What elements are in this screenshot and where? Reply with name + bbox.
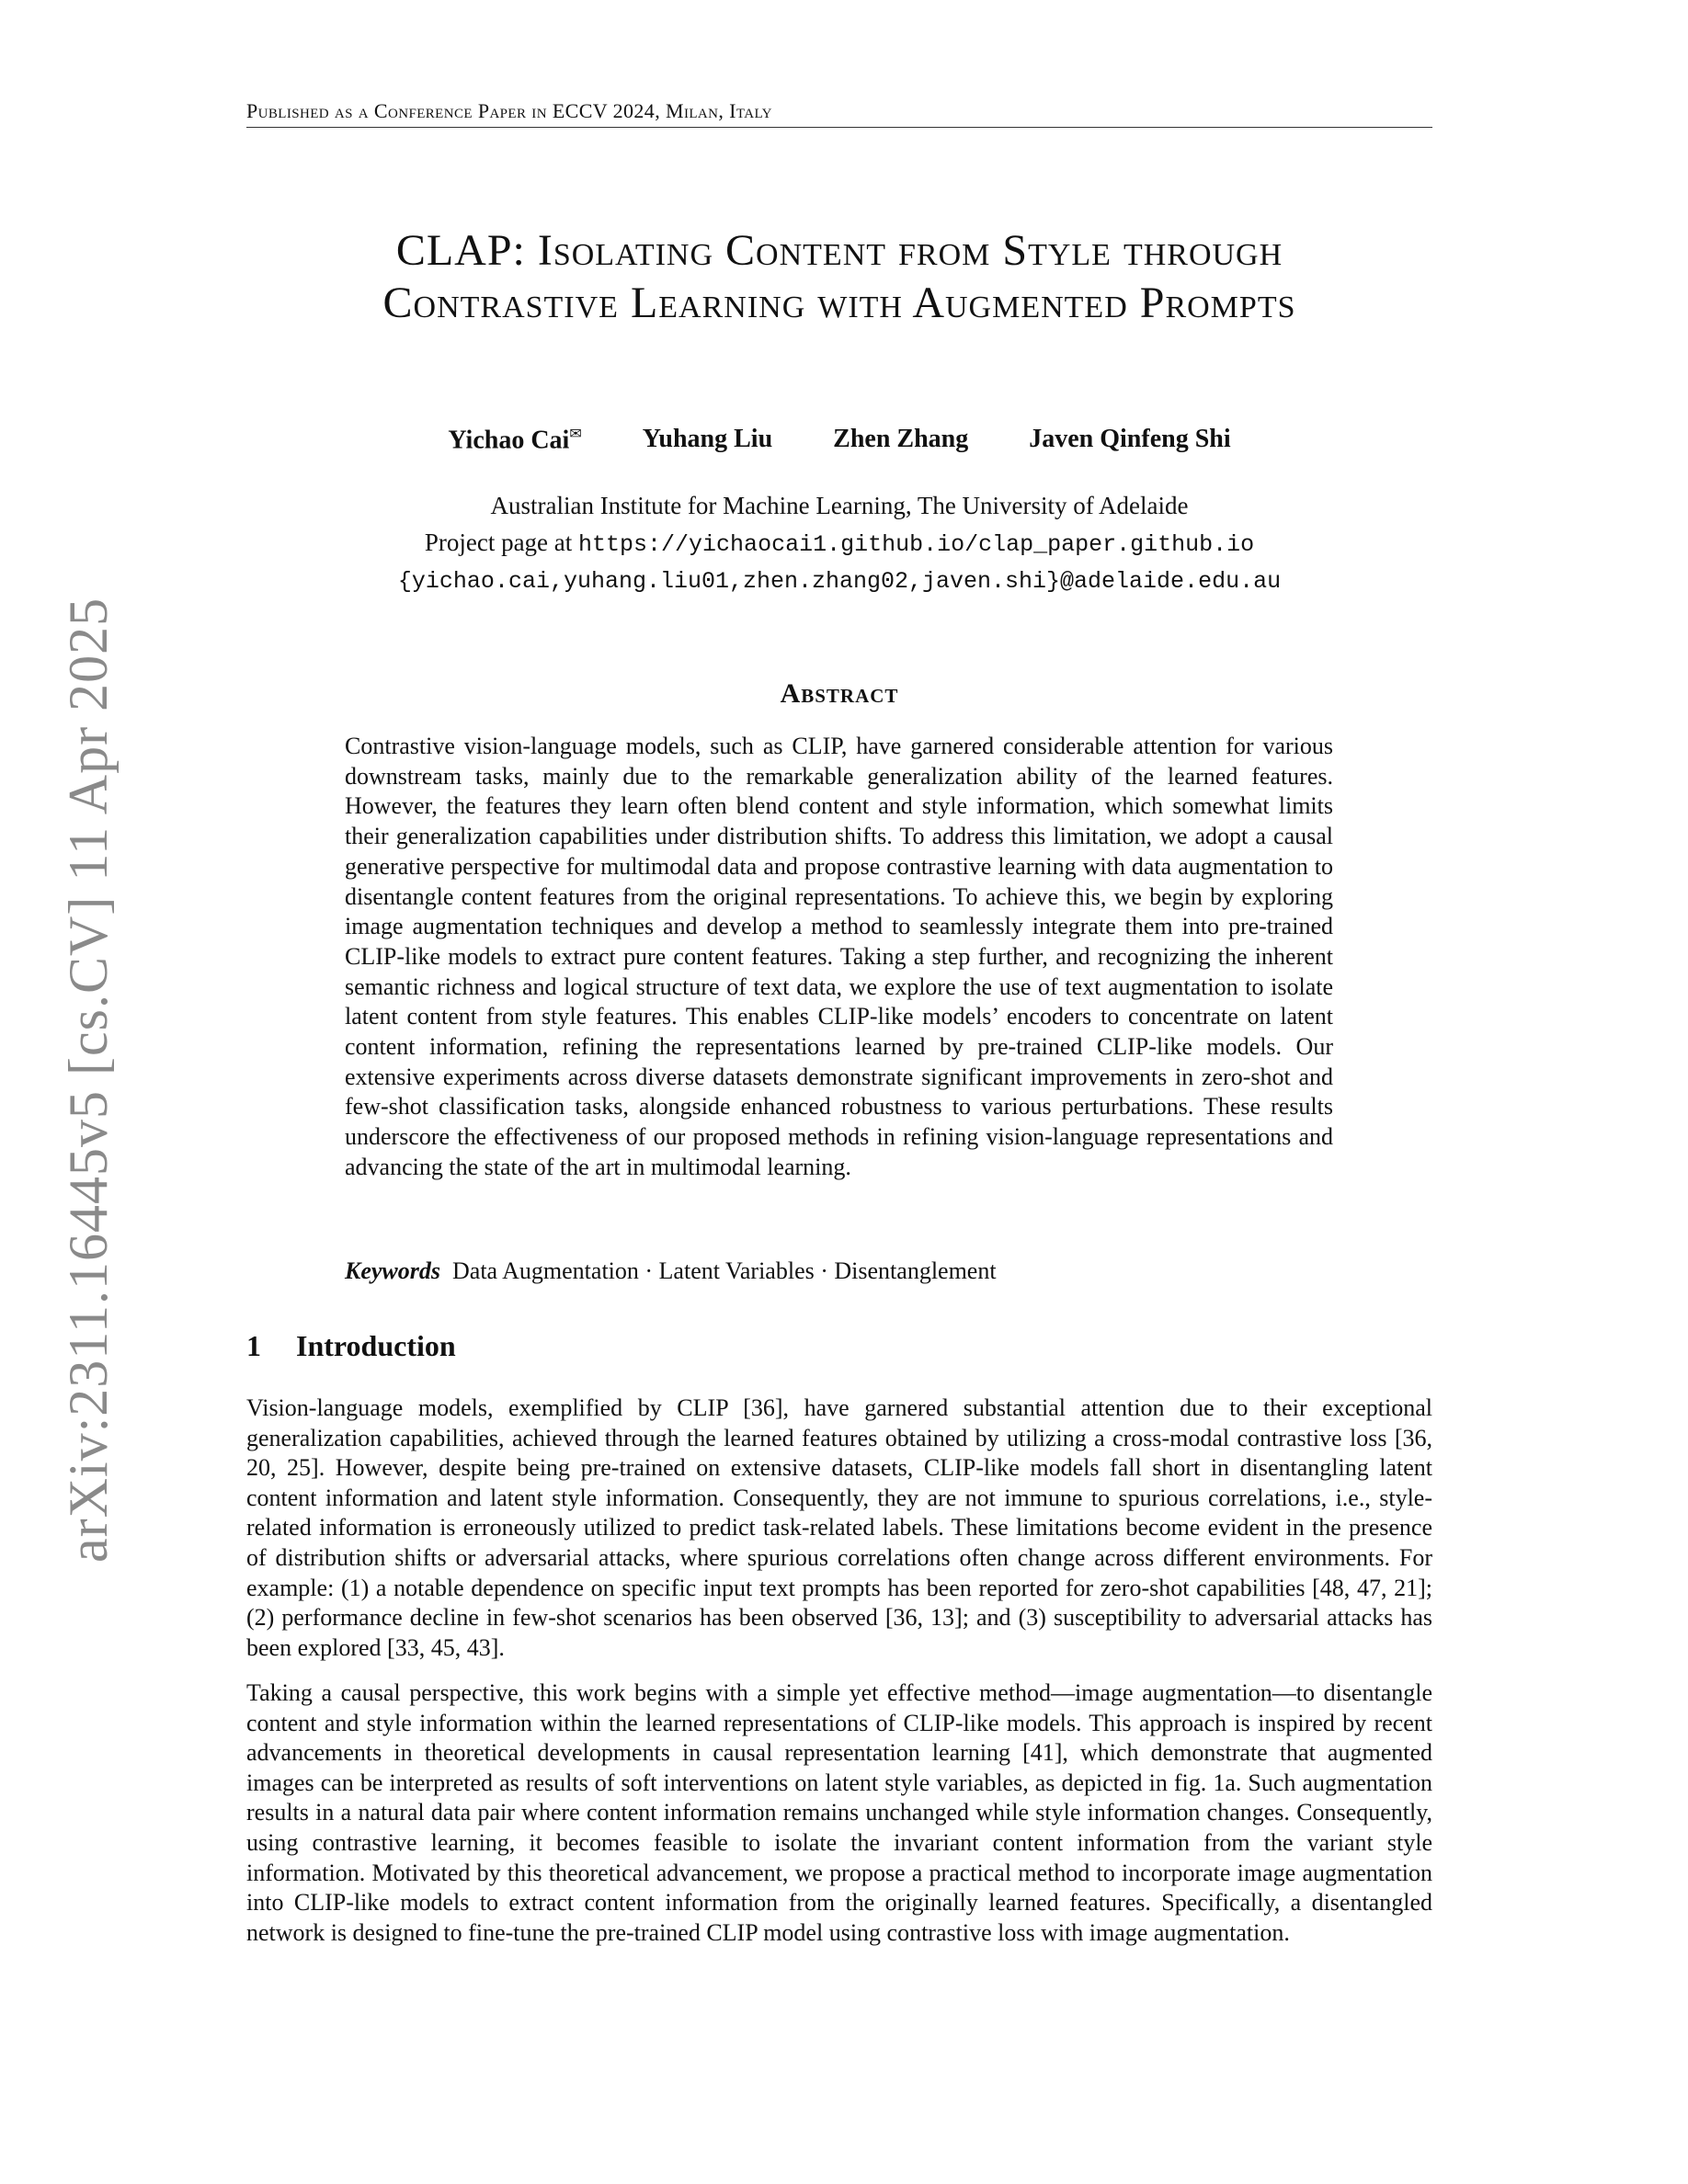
author-name: Javen Qinfeng Shi	[1029, 425, 1231, 453]
arxiv-identifier[interactable]: arXiv:2311.16445v5 [cs.CV] 11 Apr 2025	[58, 597, 119, 1563]
author-name: Yichao Cai✉	[448, 426, 582, 455]
author-emails[interactable]: {yichao.cai,yuhang.liu01,zhen.zhang02,javen.shi}@adelaide.edu.au	[397, 568, 1282, 595]
abstract-body: Contrastive vision-language models, such as CLIP, have garnered considerable attention for various downstream tasks, mainly due to the remarkable generalization ability of the learned features. However, the features they learn often blend content and style information, which somewhat limits their generalization capabilities under distribution shifts. To address this limitation, we adopt a causal generative perspective for multimodal data and propose contrastive learning with data augmentation to disentangle content features from the original representations. To achieve this, we begin by exploring image augmentation techniques and develop a method to seamlessly integrate them into pre-trained CLIP-like models to extract pure content features. Taking a step further, and recognizing the inherent semantic richness and logical structure of text data, we explore the use of text augmentation to isolate latent content from style features. This enables CLIP-like models’ encoders to concentrate on latent content information, refining the representations learned by pre-trained CLIP-like models. Our extensive experiments across diverse datasets demonstrate significant improvements in zero-shot and few-shot classification tasks, alongside enhanced robustness to various perturbations. These results underscore the effectiveness of our proposed methods in refining vision-language representations and advancing the state of the art in multimodal learning.	[345, 733, 1333, 1180]
keywords-line	[345, 1257, 1333, 1285]
project-page	[246, 524, 1432, 563]
title-line-2: Contrastive Learning with Augmented Prompts	[382, 279, 1296, 327]
section-number: 1	[246, 1329, 261, 1362]
section-heading	[246, 1329, 1432, 1363]
affiliation: Australian Institute for Machine Learning, The University of Adelaide	[490, 492, 1189, 519]
author-name: Zhen Zhang	[833, 425, 969, 453]
author-list	[246, 425, 1432, 455]
envelope-icon: ✉	[569, 427, 582, 442]
affiliation-block	[246, 487, 1432, 600]
paper-title	[246, 224, 1432, 329]
project-page-link[interactable]: https://yichaocai1.github.io/clap_paper.github.io	[578, 531, 1255, 558]
intro-paragraph: Vision-language models, exemplified by CLIP [36], have garnered substantial attention due to their exceptional generalization capabilities, achieved through the learned features obtained by utilizing a cross-modal contrastive loss [36, 20, 25]. However, despite being pre-trained on extensive datasets, CLIP-like models fall short in disentangling latent content information and latent style information. Consequently, they are not immune to spurious correlations, i.e., style-related information is erroneously utilized to predict task-related labels. These limitations become evident in the presence of distribution shifts or adversarial attacks, where spurious correlations often change across different environments. For example: (1) a notable dependence on specific input text prompts has been reported for zero-shot capabilities [48, 47, 21]; (2) performance decline in few-shot scenarios has been observed [36, 13]; and (3) susceptibility to adversarial attacks has been explored [33, 45, 43].	[246, 1394, 1432, 1661]
intro-paragraph: Taking a causal perspective, this work begins with a simple yet effective method—image augmentation—to disentangle content and style information within the learned representations of CLIP-like models. This approach is inspired by recent advancements in theoretical developments in causal representation learning [41], which demonstrate that augmented images can be interpreted as results of soft interventions on latent style variables, as depicted in fig. 1a. Such augmentation results in a natural data pair where content information remains unchanged while style information changes. Consequently, using contrastive learning, it becomes feasible to isolate the invariant content information from the variant style information. Motivated by this theoretical advancement, we propose a practical method to incorporate image augmentation into CLIP-like models to extract content information from the originally learned features. Specifically, a disentangled network is designed to fine-tune the pre-trained CLIP model using contrastive loss with image augmentation.	[246, 1679, 1432, 1946]
keywords-list: Data Augmentation · Latent Variables · Disentanglement	[452, 1257, 997, 1284]
running-head: Published as a Conference Paper in ECCV 2024, Milan, Italy	[246, 99, 1432, 128]
abstract-heading: Abstract	[780, 678, 899, 709]
author-name: Yuhang Liu	[642, 425, 773, 453]
project-page-label: Project page at	[424, 529, 573, 556]
section-title: Introduction	[296, 1329, 456, 1362]
title-line-1: CLAP: Isolating Content from Style through	[395, 226, 1283, 275]
keywords-label: Keywords	[345, 1257, 440, 1284]
